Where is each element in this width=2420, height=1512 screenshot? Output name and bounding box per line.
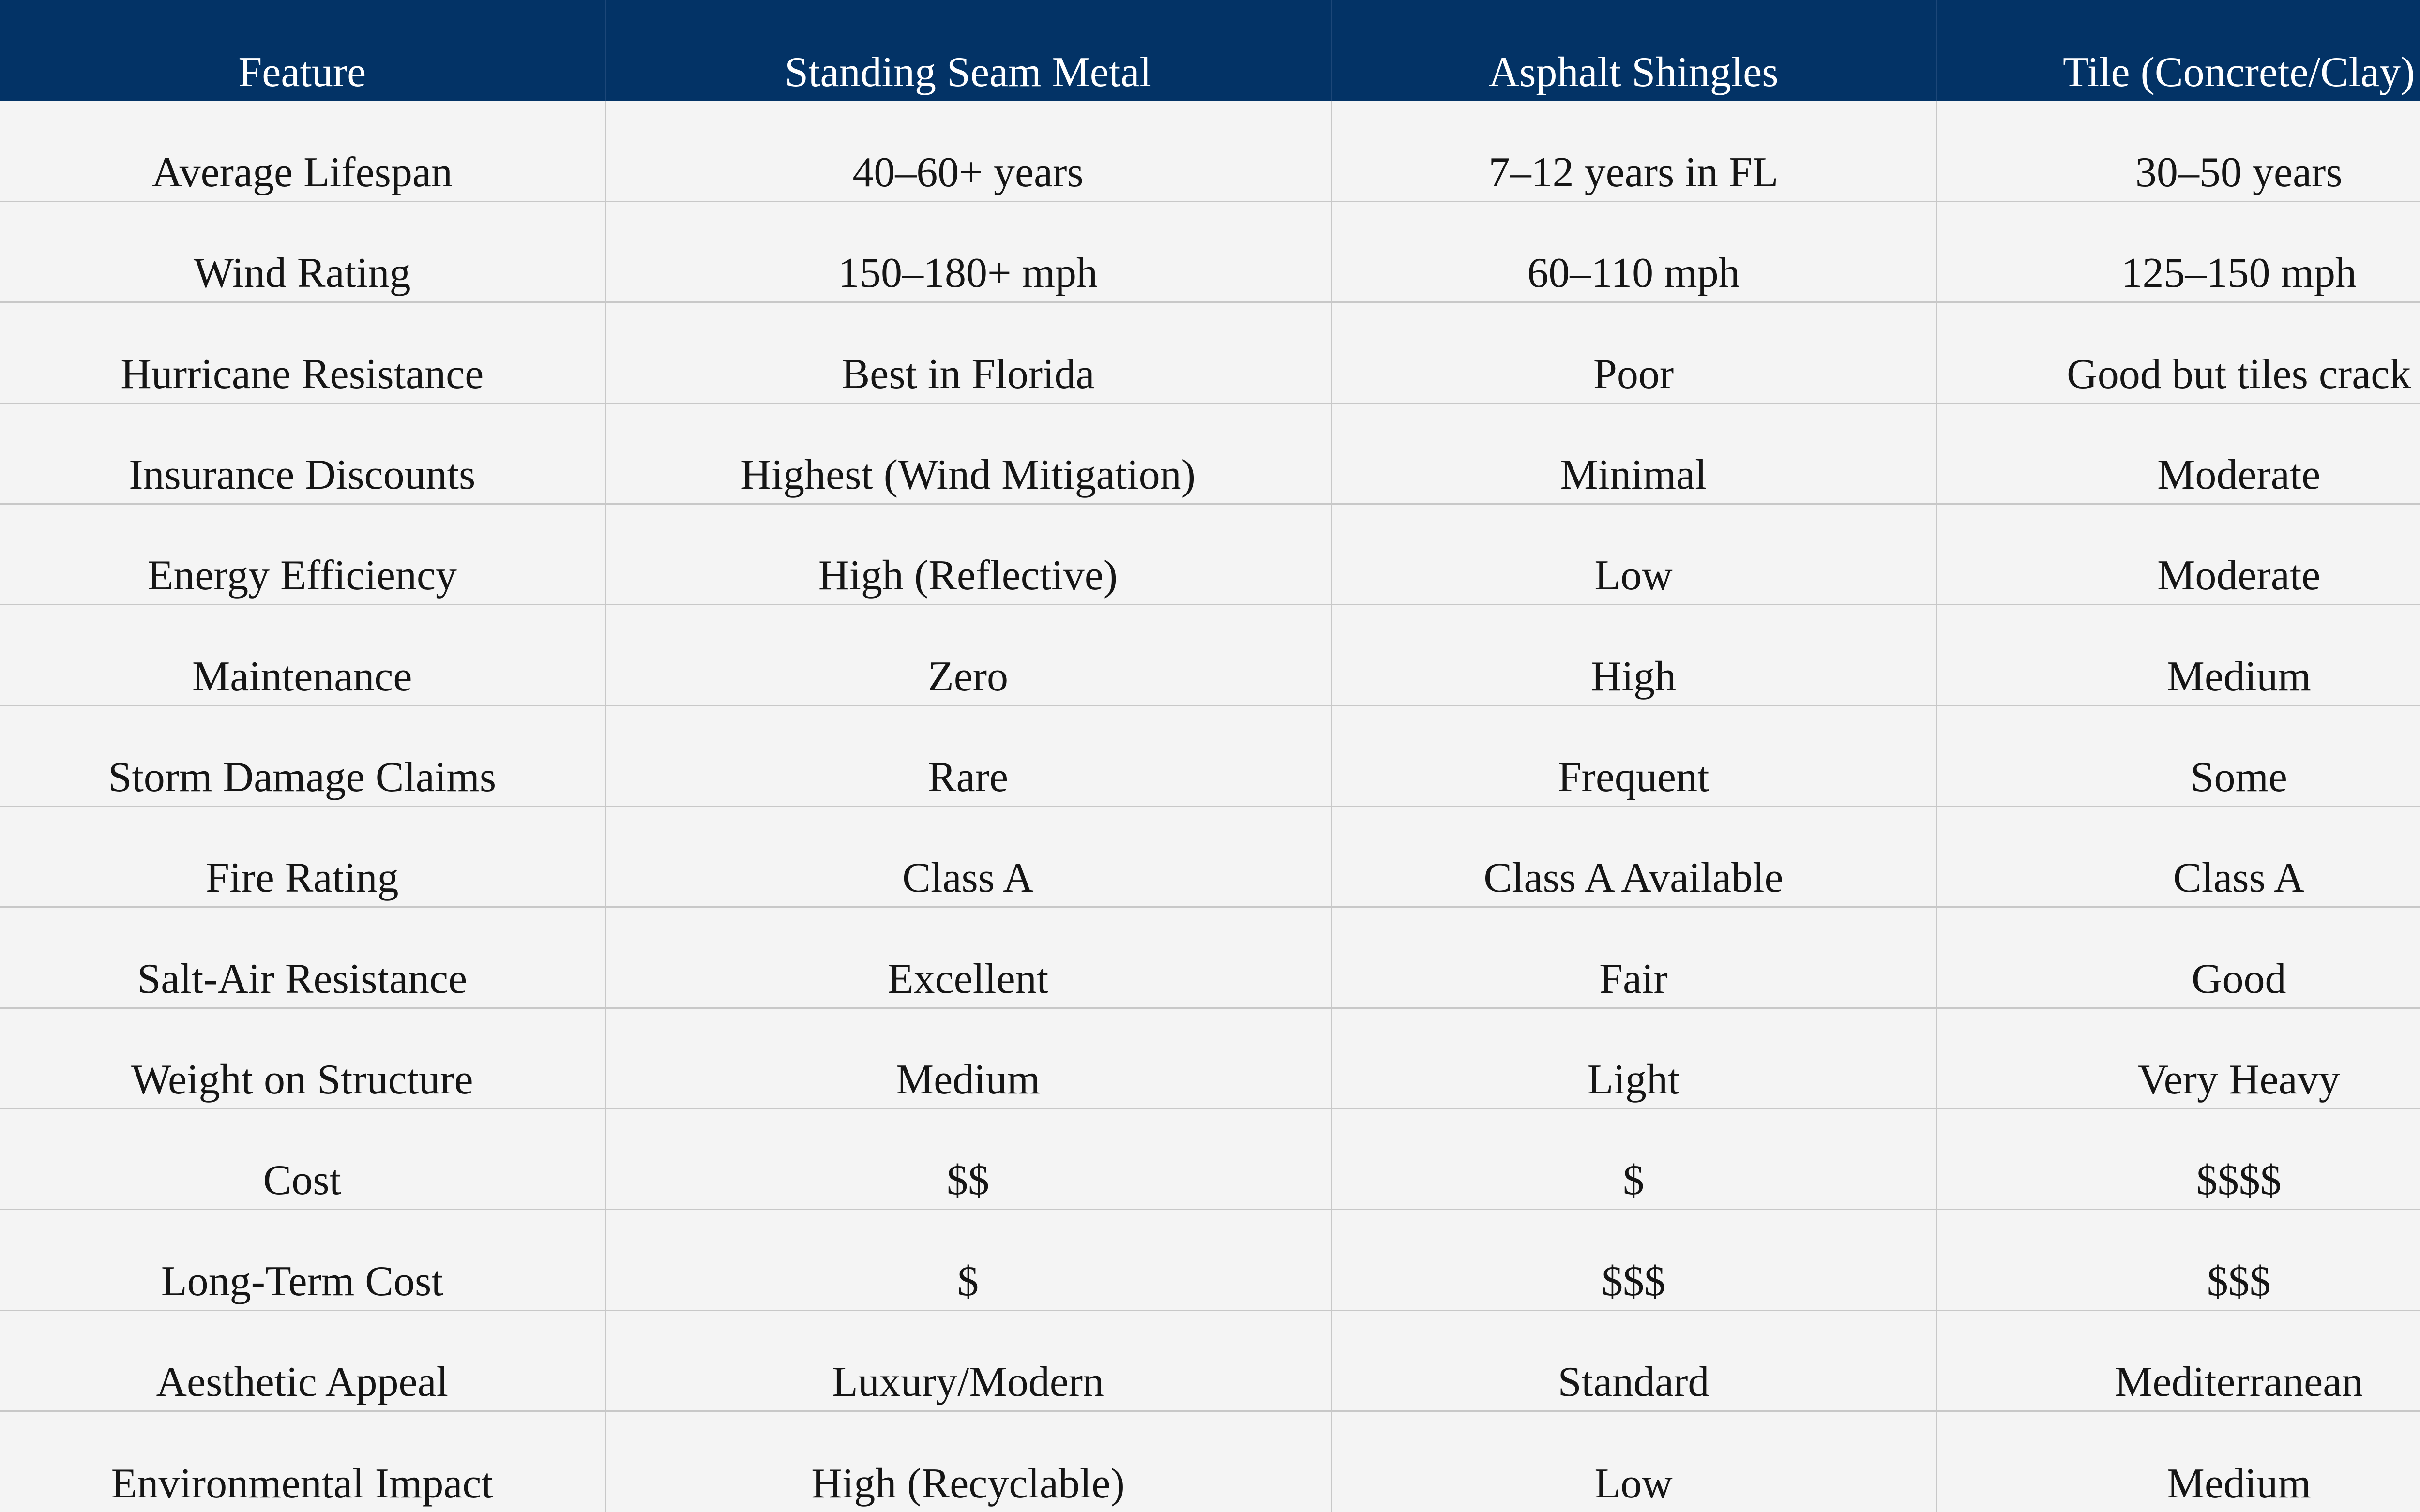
cell-asphalt-shingles: Low — [1331, 1411, 1936, 1512]
cell-asphalt-shingles: High — [1331, 605, 1936, 705]
cell-standing-seam-metal: Excellent — [605, 907, 1331, 1008]
table-row — [0, 1008, 2420, 1108]
table-row — [0, 1310, 2420, 1411]
cell-asphalt-shingles: Standard — [1331, 1310, 1936, 1411]
table-row — [0, 605, 2420, 705]
cell-asphalt-shingles: Poor — [1331, 302, 1936, 403]
cell-asphalt-shingles: Frequent — [1331, 705, 1936, 806]
table-row — [0, 302, 2420, 403]
table-row — [0, 907, 2420, 1008]
cell-feature: Insurance Discounts — [0, 403, 605, 504]
cell-tile: Mediterranean — [1936, 1310, 2420, 1411]
cell-feature: Fire Rating — [0, 806, 605, 907]
cell-standing-seam-metal: Zero — [605, 605, 1331, 705]
cell-standing-seam-metal: Luxury/Modern — [605, 1310, 1331, 1411]
cell-feature: Hurricane Resistance — [0, 302, 605, 403]
header-row — [0, 0, 2420, 101]
cell-tile: Very Heavy — [1936, 1008, 2420, 1108]
cell-tile: Moderate — [1936, 504, 2420, 604]
cell-standing-seam-metal: Highest (Wind Mitigation) — [605, 403, 1331, 504]
cell-standing-seam-metal: Rare — [605, 705, 1331, 806]
cell-asphalt-shingles: Light — [1331, 1008, 1936, 1108]
cell-feature: Environmental Impact — [0, 1411, 605, 1512]
cell-tile: Some — [1936, 705, 2420, 806]
header-feature: Feature — [0, 0, 605, 101]
cell-tile: 30–50 years — [1936, 101, 2420, 201]
cell-asphalt-shingles: $ — [1331, 1108, 1936, 1209]
cell-asphalt-shingles: Fair — [1331, 907, 1936, 1008]
cell-feature: Maintenance — [0, 605, 605, 705]
table-row — [0, 1210, 2420, 1310]
cell-standing-seam-metal: $$ — [605, 1108, 1331, 1209]
table-row — [0, 705, 2420, 806]
cell-tile: Medium — [1936, 1411, 2420, 1512]
cell-standing-seam-metal: $ — [605, 1210, 1331, 1310]
cell-asphalt-shingles: Class A Available — [1331, 806, 1936, 907]
cell-tile: Good — [1936, 907, 2420, 1008]
cell-standing-seam-metal: Class A — [605, 806, 1331, 907]
cell-standing-seam-metal: 150–180+ mph — [605, 201, 1331, 302]
cell-feature: Average Lifespan — [0, 101, 605, 201]
cell-standing-seam-metal: 40–60+ years — [605, 101, 1331, 201]
cell-feature: Wind Rating — [0, 201, 605, 302]
cell-tile: 125–150 mph — [1936, 201, 2420, 302]
cell-feature: Weight on Structure — [0, 1008, 605, 1108]
cell-feature: Cost — [0, 1108, 605, 1209]
table-row — [0, 504, 2420, 604]
table-row — [0, 201, 2420, 302]
cell-asphalt-shingles: $$$ — [1331, 1210, 1936, 1310]
table-header — [0, 0, 2420, 101]
cell-tile: Good but tiles crack — [1936, 302, 2420, 403]
cell-feature: Storm Damage Claims — [0, 705, 605, 806]
table-row — [0, 1411, 2420, 1512]
cell-feature: Salt-Air Resistance — [0, 907, 605, 1008]
cell-asphalt-shingles: Minimal — [1331, 403, 1936, 504]
cell-asphalt-shingles: Low — [1331, 504, 1936, 604]
cell-feature: Long-Term Cost — [0, 1210, 605, 1310]
table-body — [0, 101, 2420, 1512]
table-row — [0, 806, 2420, 907]
cell-asphalt-shingles: 7–12 years in FL — [1331, 101, 1936, 201]
table-row — [0, 101, 2420, 201]
cell-feature: Energy Efficiency — [0, 504, 605, 604]
cell-standing-seam-metal: High (Reflective) — [605, 504, 1331, 604]
cell-asphalt-shingles: 60–110 mph — [1331, 201, 1936, 302]
cell-tile: $$$ — [1936, 1210, 2420, 1310]
header-asphalt-shingles: Asphalt Shingles — [1331, 0, 1936, 101]
cell-feature: Aesthetic Appeal — [0, 1310, 605, 1411]
cell-standing-seam-metal: High (Recyclable) — [605, 1411, 1331, 1512]
header-standing-seam-metal: Standing Seam Metal — [605, 0, 1331, 101]
cell-tile: Moderate — [1936, 403, 2420, 504]
cell-tile: $$$$ — [1936, 1108, 2420, 1209]
header-tile: Tile (Concrete/Clay) — [1936, 0, 2420, 101]
table-row — [0, 403, 2420, 504]
cell-standing-seam-metal: Medium — [605, 1008, 1331, 1108]
cell-tile: Medium — [1936, 605, 2420, 705]
cell-tile: Class A — [1936, 806, 2420, 907]
cell-standing-seam-metal: Best in Florida — [605, 302, 1331, 403]
table-row — [0, 1108, 2420, 1209]
